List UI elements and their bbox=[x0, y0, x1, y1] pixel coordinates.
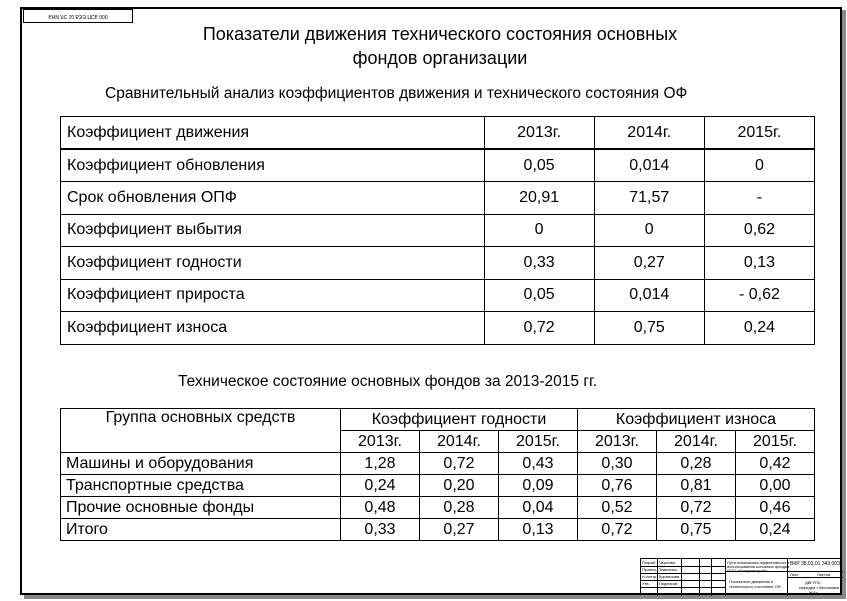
tb-name: Тимченко bbox=[659, 567, 677, 572]
cell-value: 20,91 bbox=[484, 182, 594, 215]
cell-value: 0,72 bbox=[484, 312, 594, 345]
cell-value: 0,72 bbox=[657, 497, 736, 519]
tb-divider bbox=[641, 587, 725, 588]
column-group-header: Коэффициент годности bbox=[341, 409, 578, 431]
row-label: Машины и оборудования bbox=[61, 453, 341, 475]
cell-value: 0,42 bbox=[736, 453, 815, 475]
cell-value: 0,05 bbox=[484, 279, 594, 312]
cell-value: - 0,62 bbox=[704, 279, 814, 312]
table-row bbox=[61, 214, 815, 247]
year-header: 2014г. bbox=[657, 431, 736, 453]
cell-value: 0,76 bbox=[578, 475, 657, 497]
frame-shadow-bottom bbox=[24, 595, 846, 599]
table1-caption: Сравнительный анализ коэффициентов движения и технического состояния ОФ bbox=[105, 85, 688, 102]
cell-value: 0,48 bbox=[341, 497, 420, 519]
cell-value: 0,24 bbox=[736, 519, 815, 541]
tb-name: Чернова bbox=[659, 560, 675, 565]
table-row bbox=[61, 279, 815, 312]
tb-divider bbox=[725, 559, 726, 596]
cell-value: 0,72 bbox=[420, 453, 499, 475]
table-row bbox=[61, 519, 815, 541]
cell-value: 0,52 bbox=[578, 497, 657, 519]
tb-lit: Лист bbox=[790, 572, 799, 577]
row-label: Срок обновления ОПФ bbox=[61, 182, 485, 215]
column-group-header: Коэффициент износа bbox=[578, 409, 815, 431]
table-row bbox=[61, 497, 815, 519]
cell-value: 0,28 bbox=[420, 497, 499, 519]
year-header: 2015г. bbox=[499, 431, 578, 453]
tb-listov: Листов bbox=[817, 572, 830, 577]
table-header-row bbox=[61, 409, 815, 431]
cell-value: 0,33 bbox=[341, 519, 420, 541]
title-block bbox=[640, 558, 842, 595]
row-label: Коэффициент износа bbox=[61, 312, 485, 345]
row-label: Итого bbox=[61, 519, 341, 541]
cell-value: 0,05 bbox=[484, 149, 594, 182]
table-row bbox=[61, 312, 815, 345]
cell-value: 0,27 bbox=[594, 247, 704, 280]
tb-divider bbox=[641, 580, 725, 581]
cell-value: 0,014 bbox=[594, 279, 704, 312]
header-cell: 2015г. bbox=[704, 117, 814, 150]
tb-divider bbox=[711, 559, 712, 596]
cell-value: - bbox=[704, 182, 814, 215]
cell-value: 0 bbox=[594, 214, 704, 247]
cell-value: 71,57 bbox=[594, 182, 704, 215]
year-header: 2015г. bbox=[736, 431, 815, 453]
table2-caption: Техническое состояние основных фондов за 2013-2015 гг. bbox=[178, 373, 598, 390]
tb-code: ВКР 38.03.01 343 003 bbox=[790, 561, 840, 567]
year-header: 2013г. bbox=[341, 431, 420, 453]
tb-role: Разраб. bbox=[642, 560, 657, 565]
tb-sheet-desc: технического состояния ОФ bbox=[729, 584, 781, 589]
header-cell: 2013г. bbox=[484, 117, 594, 150]
cell-value: 0,62 bbox=[704, 214, 814, 247]
row-label: Коэффициент годности bbox=[61, 247, 485, 280]
title-line-2: фондов организации bbox=[352, 48, 528, 68]
cell-value: 0,13 bbox=[704, 247, 814, 280]
row-label: Транспортные средства bbox=[61, 475, 341, 497]
cell-value: 0,00 bbox=[736, 475, 815, 497]
cell-value: 0,75 bbox=[594, 312, 704, 345]
cell-value: 0,27 bbox=[420, 519, 499, 541]
movement-coefficients-table bbox=[60, 116, 815, 345]
cell-value: 0,43 bbox=[499, 453, 578, 475]
table-row bbox=[61, 475, 815, 497]
cell-value: 0 bbox=[484, 214, 594, 247]
cell-value: 0 bbox=[704, 149, 814, 182]
tb-name: Подписов bbox=[659, 581, 678, 586]
frame-shadow-right bbox=[842, 10, 846, 598]
tb-org: ДВГУПС bbox=[805, 580, 821, 585]
tb-sheet-desc: Показатели движения и bbox=[729, 579, 774, 584]
tb-role: Н.контр. bbox=[642, 574, 658, 579]
corner-stamp: ЕНИ ЛС 10 БЭЭ ПСЕ 000 bbox=[23, 9, 133, 23]
row-label: Коэффициент прироста bbox=[61, 279, 485, 312]
cell-value: 0,46 bbox=[736, 497, 815, 519]
cell-value: 0,24 bbox=[341, 475, 420, 497]
header-cell: 2014г. bbox=[594, 117, 704, 150]
tb-desc: использования основных фондов bbox=[727, 564, 790, 569]
cell-value: 0,09 bbox=[499, 475, 578, 497]
table-row bbox=[61, 453, 815, 475]
row-label: Коэффициент выбытия bbox=[61, 214, 485, 247]
year-header: 2013г. bbox=[578, 431, 657, 453]
row-label: Прочие основные фонды bbox=[61, 497, 341, 519]
tb-divider bbox=[787, 577, 843, 578]
tb-org: кафедра «Экономика bbox=[799, 585, 839, 590]
cell-value: 0,13 bbox=[499, 519, 578, 541]
tb-desc: ООО «Гостранстрой» bbox=[727, 568, 768, 573]
cell-value: 0,30 bbox=[578, 453, 657, 475]
tb-divider bbox=[681, 559, 682, 596]
group-header-cell: Группа основных средств bbox=[61, 409, 341, 453]
row-label: Коэффициент обновления bbox=[61, 149, 485, 182]
table-row bbox=[61, 247, 815, 280]
cell-value: 0,28 bbox=[657, 453, 736, 475]
cell-value: 0,20 bbox=[420, 475, 499, 497]
cell-value: 0,24 bbox=[704, 312, 814, 345]
cell-value: 1,28 bbox=[341, 453, 420, 475]
tb-org: ЖД» bbox=[809, 590, 818, 595]
tb-role: Утв. bbox=[642, 581, 650, 586]
cell-value: 0,014 bbox=[594, 149, 704, 182]
year-header: 2014г. bbox=[420, 431, 499, 453]
cell-value: 0,33 bbox=[484, 247, 594, 280]
table-header-row bbox=[61, 117, 815, 150]
tb-desc: Пути повышения эффективности bbox=[727, 560, 789, 565]
technical-state-table bbox=[60, 408, 815, 541]
cell-value: 0,81 bbox=[657, 475, 736, 497]
header-cell: Коэффициент движения bbox=[61, 117, 485, 150]
title-line-1: Показатели движения технического состояния основных bbox=[202, 24, 678, 44]
table-row bbox=[61, 149, 815, 182]
table-row bbox=[61, 182, 815, 215]
page-title bbox=[120, 22, 760, 70]
cell-value: 0,04 bbox=[499, 497, 578, 519]
cell-value: 0,72 bbox=[578, 519, 657, 541]
tb-divider bbox=[699, 559, 700, 596]
tb-name: Корнилова bbox=[659, 574, 680, 579]
cell-value: 0,75 bbox=[657, 519, 736, 541]
tb-role: Провер. bbox=[642, 567, 657, 572]
